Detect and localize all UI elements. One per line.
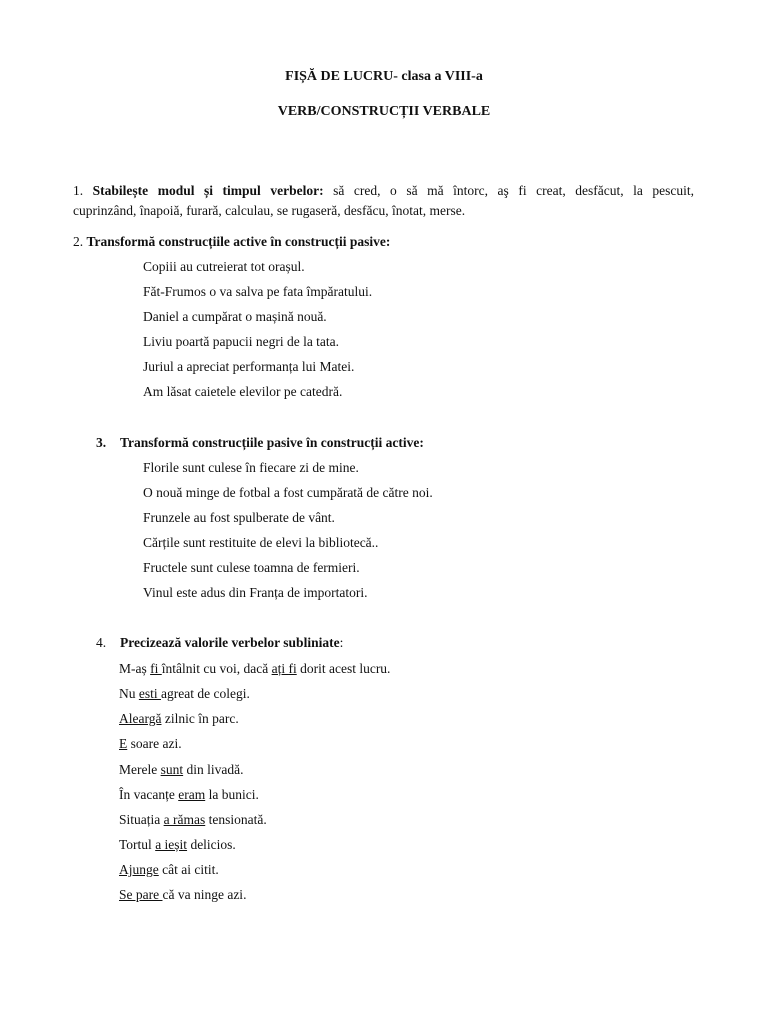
ex4-number: 4. xyxy=(96,635,107,650)
underlined-verb: E xyxy=(119,736,128,751)
ex4-colon: : xyxy=(339,635,344,650)
underlined-verb: sunt xyxy=(160,762,184,777)
ex4-sentence xyxy=(119,763,244,777)
ex3-sentence: Florile sunt culese în fiecare zi de mine. xyxy=(143,460,359,475)
sentence-text: la bunici. xyxy=(205,787,259,802)
sentence-text: că va ninge azi. xyxy=(162,887,247,902)
ex1-verbs-line1: să cred, o să mă întorc, aş fi creat, desfăcut, la pescuit, xyxy=(333,183,695,198)
sentence-text: întâlnit cu voi, dacă xyxy=(161,661,272,676)
sentence-text: tensionată. xyxy=(205,812,267,827)
sentence-text: din livadă. xyxy=(183,762,244,777)
underlined-verb: fi xyxy=(150,661,162,676)
underlined-verb: esti xyxy=(138,686,161,701)
ex4-sentence xyxy=(119,687,250,701)
underlined-verb: ați xyxy=(271,661,289,676)
sentence-text: M-aș xyxy=(119,661,151,676)
ex3-sentence: Cărțile sunt restituite de elevi la bibliotecă.. xyxy=(143,535,379,550)
underlined-verb: Se pare xyxy=(119,887,163,902)
sentence-text: Tortul xyxy=(119,837,156,852)
sentence-text: soare azi. xyxy=(127,736,182,751)
ex3-number: 3. xyxy=(96,435,107,450)
underlined-verb: a ieșit xyxy=(155,837,188,852)
ex4-sentence xyxy=(119,662,390,676)
ex3-sentence: Frunzele au fost spulberate de vânt. xyxy=(143,510,335,525)
ex2-heading: Transformă construcțiile active în construcții pasive: xyxy=(86,234,391,249)
ex3-sentence: O nouă minge de fotbal a fost cumpărată de către noi. xyxy=(143,485,433,500)
ex4-sentence xyxy=(119,737,182,751)
sentence-text: Merele xyxy=(119,762,161,777)
ex4-heading: Precizează valorile verbelor subliniate xyxy=(120,635,340,650)
ex2-sentence: Daniel a cumpărat o mașină nouă. xyxy=(143,309,327,324)
ex1-heading: Stabilește modul și timpul verbelor: xyxy=(92,183,324,198)
underlined-verb: eram xyxy=(178,787,206,802)
sentence-text: Nu xyxy=(119,686,139,701)
sentence-text: delicios. xyxy=(187,837,236,852)
underlined-verb: Aleargă xyxy=(119,711,162,726)
sentence-text: cât ai citit. xyxy=(158,862,219,877)
sentence-text: Situația xyxy=(119,812,164,827)
underlined-verb: a rămas xyxy=(163,812,206,827)
ex2-header xyxy=(73,235,390,249)
ex2-sentence: Liviu poartă papucii negri de la tata. xyxy=(143,334,340,349)
sentence-text: În vacanțe xyxy=(119,787,179,802)
ex2-sentence: Am lăsat caietele elevilor pe catedră. xyxy=(143,384,343,399)
sentence-text: agreat de colegi. xyxy=(161,686,250,701)
ex2-sentence: Făt-Frumos o va salva pe fata împăratului. xyxy=(143,284,373,299)
ex3-sentence: Vinul este adus din Franța de importatori. xyxy=(143,585,368,600)
ex4-header xyxy=(120,636,343,650)
worksheet-title: FIȘĂ DE LUCRU- clasa a VIII-a xyxy=(285,69,483,84)
ex2-sentence: Copiii au cutreierat tot orașul. xyxy=(143,259,305,274)
ex2-number: 2. xyxy=(73,234,84,249)
ex4-sentence xyxy=(119,838,236,852)
ex4-sentence xyxy=(119,788,259,802)
ex1-number: 1. xyxy=(73,183,84,198)
worksheet-subtitle: VERB/CONSTRUCȚII VERBALE xyxy=(277,104,491,119)
ex3-sentence: Fructele sunt culese toamna de fermieri. xyxy=(143,560,360,575)
ex2-sentence: Juriul a apreciat performanța lui Matei. xyxy=(143,359,355,374)
ex3-heading: Transformă construcțiile pasive în construcții active: xyxy=(120,435,424,450)
ex4-sentence xyxy=(119,712,239,726)
underlined-verb: fi xyxy=(288,661,297,676)
sentence-text: dorit acest lucru. xyxy=(296,661,391,676)
sentence-text: zilnic în parc. xyxy=(161,711,239,726)
underlined-verb: Ajunge xyxy=(119,862,159,877)
ex1-verbs-line2: cuprinzând, înapoiă, furară, calculau, se rugaseră, desfăcu, înotat, merse. xyxy=(73,203,466,218)
ex4-sentence xyxy=(119,888,246,902)
ex4-sentence xyxy=(119,813,267,827)
ex4-sentence xyxy=(119,863,219,877)
ex1-line1 xyxy=(73,184,694,198)
